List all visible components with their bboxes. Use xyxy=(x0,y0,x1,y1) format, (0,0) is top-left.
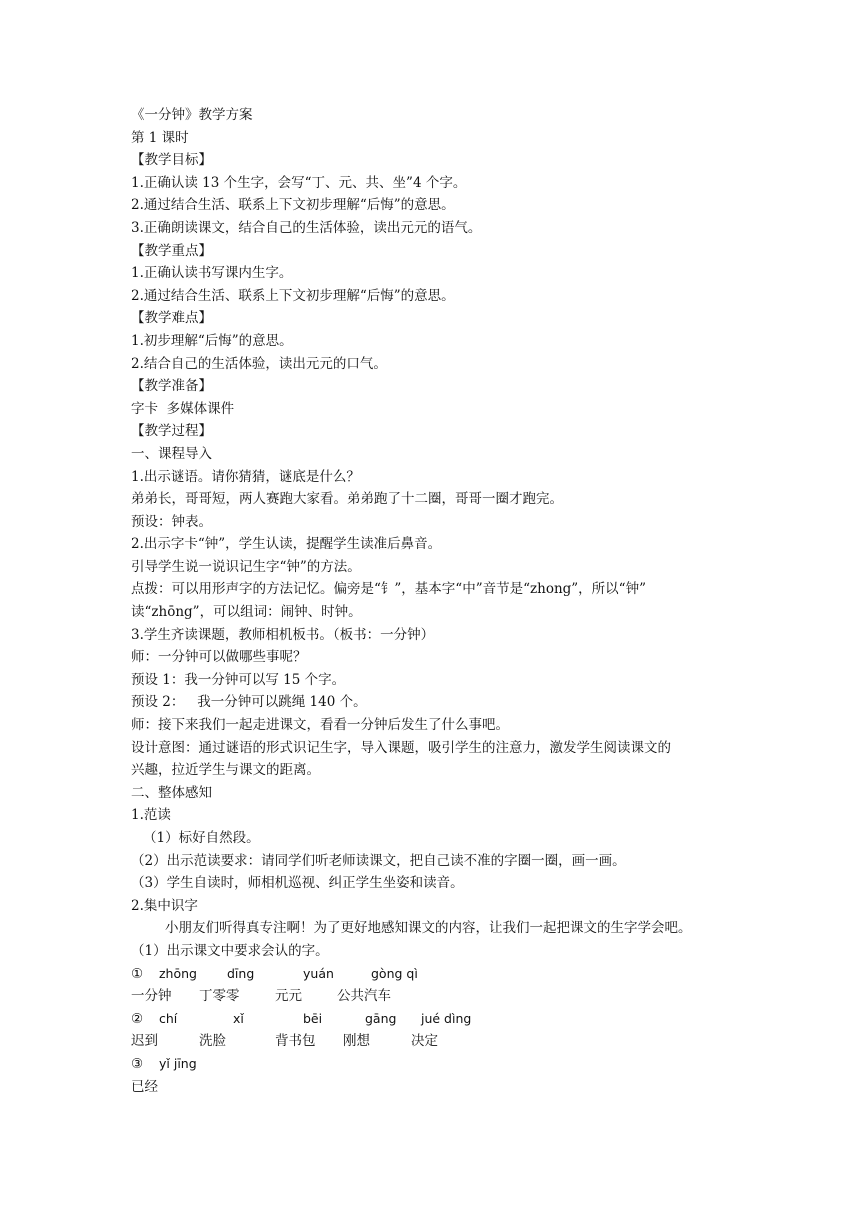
section1-line: 引导学生说一说识记生字“钟”的方法。 xyxy=(131,558,361,575)
pinyin: gāng xyxy=(365,1010,397,1026)
difficult-item: 2.结合自己的生活体验，读出元元的口气。 xyxy=(131,355,387,372)
section1-line: 预设 1：我一分钟可以写 15 个字。 xyxy=(131,671,346,688)
section1-line: 3.学生齐读课题，教师相机板书。（板书：一分钟） xyxy=(131,626,435,643)
process-heading: 【教学过程】 xyxy=(131,423,212,440)
goal-item: 3.正确朗读课文，结合自己的生活体验，读出元元的语气。 xyxy=(131,219,482,236)
pinyin-row-2 xyxy=(131,1008,741,1031)
pinyin: yǐ jīng xyxy=(159,1055,197,1071)
word: 背书包 xyxy=(275,1033,316,1050)
word: 公共汽车 xyxy=(337,988,391,1005)
word-row-3 xyxy=(131,1076,741,1099)
word: 迟到 xyxy=(131,1033,158,1050)
section1-line: 点拨：可以用形声字的方法记忆。偏旁是“钅”，基本字“中”音节是“zhong”，所以“钟” xyxy=(131,581,646,598)
group-number: ② xyxy=(131,1010,144,1027)
lesson-label: 第 1 课时 xyxy=(131,129,189,146)
goal-item: 1.正确认读 13 个生字，会写“丁、元、共、坐”4 个字。 xyxy=(131,174,467,191)
section2-sub2: 2.集中识字 xyxy=(131,897,198,914)
word: 洗脸 xyxy=(199,1033,226,1050)
pinyin: jué dìng xyxy=(421,1010,472,1026)
word: 决定 xyxy=(411,1033,438,1050)
word-row-1 xyxy=(131,985,741,1008)
section2-sub1: 1.范读 xyxy=(131,807,171,824)
pinyin: dīng xyxy=(227,965,255,981)
pinyin: chí xyxy=(159,1010,178,1026)
word: 丁零零 xyxy=(199,988,240,1005)
pinyin: bēi xyxy=(303,1010,323,1026)
word: 刚想 xyxy=(343,1033,370,1050)
word: 一分钟 xyxy=(131,988,172,1005)
key-item: 1.正确认读书写课内生字。 xyxy=(131,265,293,282)
section2-sub1-item: （3）学生自读时，师相机巡视、纠正学生坐姿和读音。 xyxy=(131,875,464,892)
section2-title: 二、整体感知 xyxy=(131,784,212,801)
goal-item: 2.通过结合生活、联系上下文初步理解“后悔”的意思。 xyxy=(131,197,455,214)
pinyin: xǐ xyxy=(233,1010,244,1026)
key-item: 2.通过结合生活、联系上下文初步理解“后悔”的意思。 xyxy=(131,287,455,304)
word: 元元 xyxy=(275,988,302,1005)
doc-title: 《一分钟》教学方案 xyxy=(131,107,253,123)
section1-title: 一、课程导入 xyxy=(131,445,212,462)
pinyin: yuán xyxy=(303,965,334,981)
prep-heading: 【教学准备】 xyxy=(131,378,212,395)
section1-line: 弟弟长，哥哥短，两人赛跑大家看。弟弟跑了十二圈，哥哥一圈才跑完。 xyxy=(131,491,563,508)
section1-line: 读“zhōng”，可以组词：闹钟、时钟。 xyxy=(131,604,362,621)
section1-line: 师：一分钟可以做哪些事呢？ xyxy=(131,649,307,666)
section2-sub1-item: （1）标好自然段。 xyxy=(143,830,260,846)
pinyin: gòng qì xyxy=(371,965,418,981)
word-row-2 xyxy=(131,1030,741,1053)
section1-line: 预设 2： 我一分钟可以跳绳 140 个。 xyxy=(131,694,367,711)
section1-line: 师：接下来我们一起走进课文，看看一分钟后发生了什么事吧。 xyxy=(131,717,509,734)
section1-line: 兴趣，拉近学生与课文的距离。 xyxy=(131,762,320,779)
document-page xyxy=(131,104,741,1098)
section1-line: 1.出示谜语。请你猜猜，谜底是什么？ xyxy=(131,468,360,485)
difficult-heading: 【教学难点】 xyxy=(131,310,212,327)
pinyin: zhōng xyxy=(159,965,197,981)
difficult-item: 1.初步理解“后悔”的意思。 xyxy=(131,332,293,349)
key-heading: 【教学重点】 xyxy=(131,242,212,259)
word: 已经 xyxy=(131,1078,158,1095)
section1-line: 2.出示字卡“钟”，学生认读，提醒学生读准后鼻音。 xyxy=(131,536,442,553)
group-number: ① xyxy=(131,965,144,982)
pinyin-row-1 xyxy=(131,963,741,986)
section2-sub2-intro: 小朋友们听得真专注啊！为了更好地感知课文的内容，让我们一起把课文的生字学会吧。 xyxy=(165,920,692,937)
section2-sub2-item: （1）出示课文中要求会认的字。 xyxy=(131,942,329,959)
section1-line: 设计意图：通过谜语的形式识记生字，导入课题，吸引学生的注意力，激发学生阅读课文的 xyxy=(131,739,671,756)
pinyin-row-3 xyxy=(131,1053,741,1076)
group-number: ③ xyxy=(131,1055,144,1072)
section1-line: 预设：钟表。 xyxy=(131,513,212,530)
goals-heading: 【教学目标】 xyxy=(131,152,212,169)
prep-text: 字卡 多媒体课件 xyxy=(131,400,235,417)
section2-sub1-item: （2）出示范读要求：请同学们听老师读课文，把自己读不准的字圈一圈，画一画。 xyxy=(131,852,626,869)
